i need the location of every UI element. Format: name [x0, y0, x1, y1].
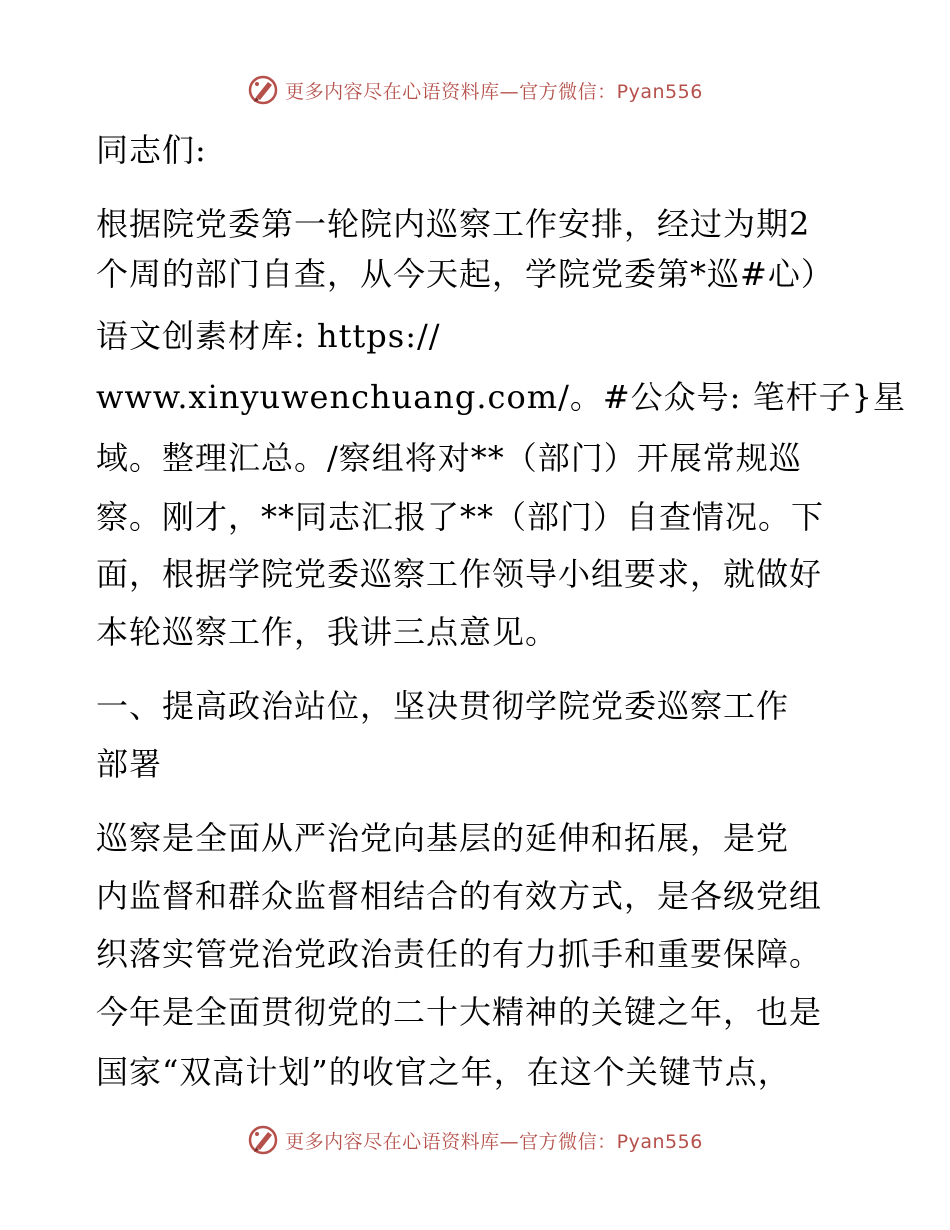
text-line: 巡察是全面从严治党向基层的延伸和拓展，是党	[96, 819, 790, 857]
text-line: 域。整理汇总。/察组将对**（部门）开展常规巡	[96, 439, 802, 477]
section-heading: 一、提高政治站位，坚决贯彻学院党委巡察工作	[96, 687, 790, 725]
text-line: 个周的部门自查，从今天起，学院党委第*巡#心）	[96, 255, 834, 293]
pen-logo-icon	[247, 1124, 279, 1156]
pen-logo-icon	[247, 74, 279, 106]
watermark-header	[0, 70, 950, 110]
text-line: 国家“双高计划”的收官之年，在这个关键节点，	[96, 1053, 791, 1091]
text-line: www.xinyuwenchuang.com/。#公众号: 笔杆子}星	[96, 378, 906, 416]
text-line: 织落实管党治党政治责任的有力抓手和重要保障。	[96, 935, 823, 973]
watermark-text: 更多内容尽在心语资料库—官方微信：Pyan556	[285, 80, 703, 103]
text-line: 语文创素材库: https://	[96, 317, 441, 355]
watermark-footer	[0, 1120, 950, 1160]
text-line: 根据院党委第一轮院内巡察工作安排，经过为期2	[96, 205, 811, 243]
section-heading-cont: 部署	[96, 745, 163, 783]
text-line: 察。刚才，**同志汇报了**（部门）自查情况。下	[96, 498, 825, 536]
text-line: 面，根据学院党委巡察工作领导小组要求，就做好	[96, 555, 823, 593]
text-line: 同志们:	[96, 131, 207, 169]
text-line: 今年是全面贯彻党的二十大精神的关键之年，也是	[96, 993, 823, 1031]
watermark-text: 更多内容尽在心语资料库—官方微信：Pyan556	[285, 1130, 703, 1153]
text-line: 内监督和群众监督相结合的有效方式，是各级党组	[96, 877, 823, 915]
text-line: 本轮巡察工作，我讲三点意见。	[96, 613, 559, 651]
